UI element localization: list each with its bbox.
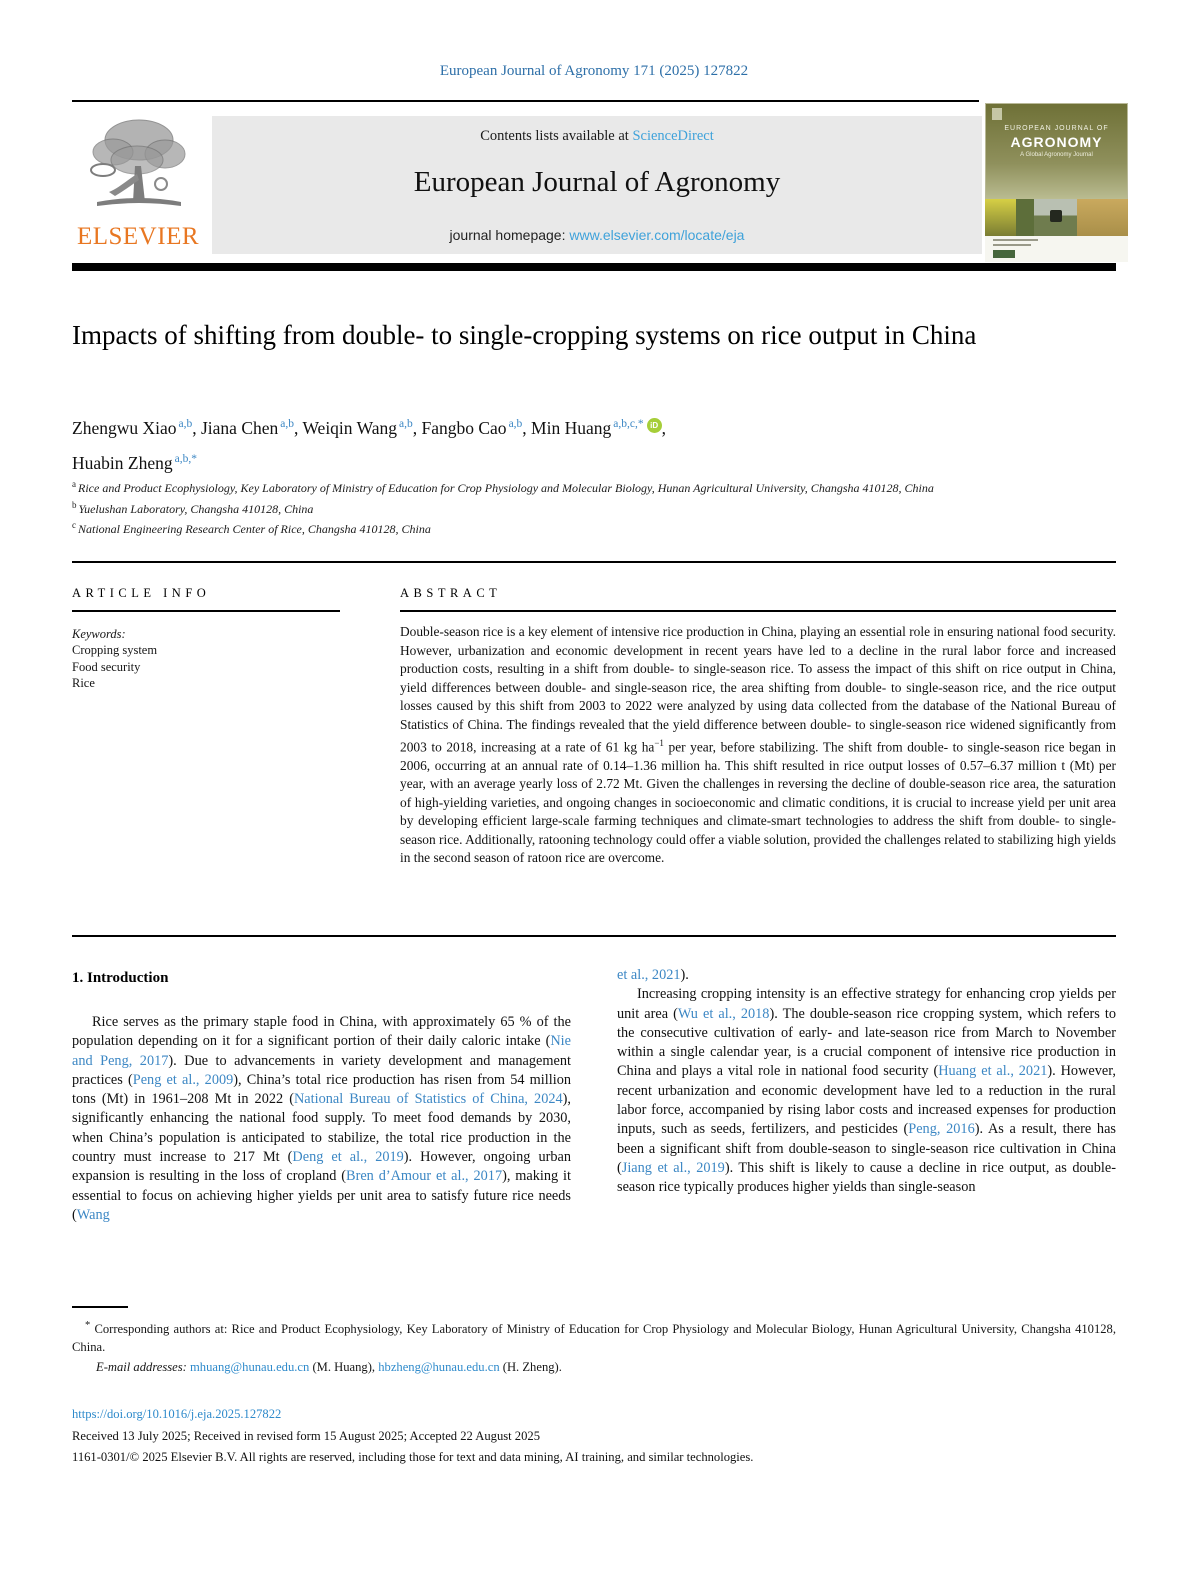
footnote-block xyxy=(72,1306,1116,1376)
corresponding-author-note xyxy=(72,1317,1116,1356)
author-name: Weiqin Wang xyxy=(302,417,397,438)
abstract-superscript: −1 xyxy=(654,738,664,748)
heading-underline xyxy=(72,610,340,612)
author-separator: , xyxy=(192,417,201,438)
copyright-line: 1161-0301/© 2025 Elsevier B.V. All rights are reserved, including those for text and data mining, AI training, and similar technologies. xyxy=(72,1450,754,1464)
journal-title: European Journal of Agronomy xyxy=(413,166,781,198)
section-rule xyxy=(72,935,1116,937)
cover-photo-wheat xyxy=(1077,199,1129,236)
author-line-1 xyxy=(72,409,1072,444)
keyword-item: Cropping system xyxy=(72,643,158,657)
author-affil-sup: a,b,c,* xyxy=(613,418,644,430)
affiliation-item xyxy=(72,498,956,518)
affiliation-text: Rice and Product Ecophysiology, Key Laboratory of Ministry of Education for Crop Physiology and Molecular Biology, Hunan Agricultural University, Changsha 410128, China xyxy=(78,481,934,495)
citation-link[interactable]: Huang et al., 2021 xyxy=(938,1063,1048,1080)
citation-link[interactable]: Jiang et al., 2019 xyxy=(621,1159,725,1176)
intro-paragraph-continuation xyxy=(617,966,1116,985)
section-rule xyxy=(72,561,1116,563)
author-affil-sup: a,b xyxy=(178,418,193,430)
article-title: Impacts of shifting from double- to single-cropping systems on rice output in China xyxy=(72,320,977,350)
author-affil-sup: a,b,* xyxy=(174,452,197,465)
author-affil-sup: a,b xyxy=(399,418,413,430)
email-suffix: (H. Zheng). xyxy=(499,1360,562,1375)
author-name: Min Huang xyxy=(531,417,612,438)
elsevier-tree-logo xyxy=(79,114,197,218)
intro-left-column xyxy=(72,966,571,1225)
homepage-url-link[interactable]: www.elsevier.com/locate/eja xyxy=(569,227,745,243)
abstract-part2: per year, before stabilizing. The shift from double- to single-season rice began in 2006, occurring at an annual rate of 0.14–1.36 million ha. This shift resulted in rice output losses of 0.57–6.37 million t (Mt) per year, with an average yearly loss of 2.72 Mt. Given the challenges in reversing the decline of double-season rice area, the saturation of high-yielding varieties, and ongoing changes in socioeconomic and climatic conditions, it is crucial to increase yield per unit area by developing efficient large-scale farming techniques and climate-smart technologies to address the shift from double- to single-season rice. Additionally, ratooning technology could offer a viable solution, provided the challenges related to stabilizing high yields in the second season of ratoon rice are overcome. xyxy=(400,739,1116,866)
cover-photo-trees xyxy=(1016,199,1033,236)
citation-link[interactable]: et al., 2021 xyxy=(617,967,681,983)
citation-link[interactable]: Deng et al., 2019 xyxy=(292,1149,404,1166)
affiliation-list xyxy=(72,477,956,539)
author-line-2 xyxy=(72,444,1072,479)
author-separator: , xyxy=(294,417,303,438)
masthead-divider-bar xyxy=(72,263,1116,271)
cover-footer-textline xyxy=(993,244,1031,246)
author-name: Jiana Chen xyxy=(200,417,279,438)
citation-link[interactable]: Bren d’Amour et al., 2017 xyxy=(346,1168,503,1185)
tractor-icon xyxy=(1050,210,1062,222)
abstract-heading: ABSTRACT xyxy=(400,586,502,600)
author-affil-sup: a,b xyxy=(280,418,294,430)
received-dates: Received 13 July 2025; Received in revised form 15 August 2025; Accepted 22 August 2025 xyxy=(72,1428,540,1443)
article-info-column xyxy=(72,586,340,692)
article-footer xyxy=(72,1404,1116,1469)
author-list xyxy=(72,409,1072,479)
citation-link[interactable]: Nie and Peng, 2017 xyxy=(72,1033,571,1069)
paragraph-text: ). As a result, there has been a significant shift from double-season to single-season rice cultivation in China ( xyxy=(617,1121,1116,1176)
affiliation-sup: a xyxy=(72,479,76,489)
keywords-label: Keywords: xyxy=(72,627,126,641)
citation-link[interactable]: Peng et al., 2009 xyxy=(132,1071,234,1088)
affiliation-item xyxy=(72,518,956,538)
cover-emblem-icon xyxy=(992,108,1002,120)
author-affil-sup: a,b xyxy=(508,418,523,430)
introduction-heading: 1. Introduction xyxy=(72,970,169,986)
cover-photo-field xyxy=(1034,199,1077,236)
article-info-heading: ARTICLE INFO xyxy=(72,586,211,600)
abstract-text xyxy=(400,623,1116,868)
citation-link[interactable]: National Bureau of Statistics of China, 2024 xyxy=(293,1091,563,1108)
cover-photo-strip xyxy=(985,199,1128,236)
elsevier-logo-block xyxy=(70,114,206,254)
paragraph-text: ). Due to advancements in variety development and management practices ( xyxy=(72,1052,571,1088)
email-link[interactable]: hbzheng@hunau.edu.cn xyxy=(378,1360,500,1375)
header-rule xyxy=(72,100,979,102)
citation-link[interactable]: Peng, 2016 xyxy=(908,1121,975,1138)
cover-photo-rapeseed xyxy=(985,199,1016,236)
abstract-part1: Double-season rice is a key element of intensive rice production in China, playing an essential role in ensuring national food security. However, urbanization and economic development in recent years have led to a decline in the rural labor force and increased production costs, resulting in a shift from double- to single-season rice. To assess the impact of this shift on rice output in China, yield differences between double- and single-season rice, the area shifting from double- to single-season rice, and the rice output losses caused by this shift from 2003 to 2022 were analyzed by using data collected from the database of the National Bureau of Statistics of China. The findings revealed that the yield difference between double- to single-season rice widened significantly from 2003 to 2018, increasing at a rate of 61 kg ha xyxy=(400,624,1116,755)
doi-link[interactable]: https://doi.org/10.1016/j.eja.2025.127822 xyxy=(72,1407,282,1421)
cover-kicker: EUROPEAN JOURNAL OF xyxy=(1004,125,1109,132)
author-name: Fangbo Cao xyxy=(421,417,507,438)
paragraph-text: ), China’s total rice production has risen from 54 million tons (Mt) in 1961–208 Mt in 2022 ( xyxy=(72,1071,571,1108)
journal-cover-thumbnail xyxy=(985,103,1128,262)
paragraph-text: ). xyxy=(680,967,689,983)
keyword-item: Food security xyxy=(72,659,141,674)
author-separator: , xyxy=(522,417,532,438)
paragraph-text: ). However, recent urbanization and economic development have led to a reduction in the rural labor force, accompanied by rising labor costs and increased expenses for production inputs, such as seeds, fertilizers, and pesticides ( xyxy=(617,1063,1116,1138)
footnote-marker: * xyxy=(85,1320,91,1331)
paragraph-text: ), making it essential to focus on achieving higher yields per unit area to satisfy future rice needs ( xyxy=(72,1168,571,1223)
affiliation-sup: b xyxy=(72,499,77,510)
citation-link[interactable]: Wu et al., 2018 xyxy=(677,1005,770,1022)
email-suffix: (M. Huang), xyxy=(309,1360,379,1375)
cover-footer-textline xyxy=(993,239,1038,241)
homepage-label: journal homepage: xyxy=(449,227,570,243)
sciencedirect-link[interactable]: ScienceDirect xyxy=(632,128,714,144)
paragraph-text: Rice serves as the primary staple food in China, with approximately 65 % of the population depending on it for a significant portion of their daily caloric intake ( xyxy=(72,1014,571,1050)
orcid-icon[interactable]: iD xyxy=(647,418,662,433)
contents-line xyxy=(212,128,982,145)
contents-prefix: Contents lists available at xyxy=(480,128,633,144)
introduction-section xyxy=(72,966,1116,1225)
cover-subtitle: A Global Agronomy Journal xyxy=(1020,152,1093,158)
corresponding-text: Corresponding authors at: Rice and Product Ecophysiology, Key Laboratory of Ministry of Education for Crop Physiology and Molecular Biology, Hunan Agricultural University, Changsha 410128, China. xyxy=(72,1322,1116,1355)
affiliation-text: Yuelushan Laboratory, Changsha 410128, China xyxy=(78,501,314,516)
elsevier-wordmark: ELSEVIER xyxy=(76,223,200,250)
affiliation-sup: c xyxy=(72,520,76,530)
heading-underline xyxy=(400,610,1116,612)
footnote-rule xyxy=(72,1306,128,1308)
paragraph-text: ). This shift is likely to cause a decline in rice output, as double-season rice typically produces higher yields than single-season xyxy=(617,1159,1116,1196)
paragraph-text: Increasing cropping intensity is an effective strategy for enhancing crop yields per unit area ( xyxy=(617,986,1116,1022)
intro-paragraph xyxy=(617,985,1116,1197)
author-separator: , xyxy=(412,417,422,438)
cover-footer-strip xyxy=(985,236,1128,262)
keyword-item: Rice xyxy=(72,676,95,690)
abstract-column xyxy=(400,586,1116,881)
cover-publisher-logo xyxy=(993,250,1015,258)
homepage-line xyxy=(212,227,982,243)
email-addresses-line xyxy=(72,1358,1116,1376)
email-label: E-mail addresses: xyxy=(96,1360,187,1375)
affiliation-item xyxy=(72,477,956,497)
masthead-banner xyxy=(212,116,982,254)
intro-paragraph xyxy=(72,1013,571,1225)
cover-title: AGRONOMY xyxy=(1010,134,1103,150)
author-name: Zhengwu Xiao xyxy=(72,417,177,438)
affiliation-text: National Engineering Research Center of Rice, Changsha 410128, China xyxy=(78,522,431,536)
email-link[interactable]: mhuang@hunau.edu.cn xyxy=(189,1360,310,1375)
paragraph-text: ). The double-season rice cropping system, which refers to the consecutive cultivation of early- and late-season rice from March to November within a single calendar year, is a crucial component of intensive rice production in China and plays a vital role in national food security ( xyxy=(617,1005,1117,1080)
author-separator: , xyxy=(661,417,666,438)
paragraph-text: ), significantly enhancing the national food supply. To meet food demands by 2030, when China’s population is anticipated to stabilize, the total rice production in the country must increase to 217 Mt ( xyxy=(72,1091,571,1166)
author-name: Huabin Zheng xyxy=(72,452,173,473)
journal-citation-header: European Journal of Agronomy 171 (2025) 127822 xyxy=(439,63,749,79)
citation-link[interactable]: Wang xyxy=(76,1206,110,1223)
intro-right-column xyxy=(617,966,1116,1225)
paragraph-text: ). However, ongoing urban expansion is resulting in the loss of cropland ( xyxy=(72,1149,571,1185)
